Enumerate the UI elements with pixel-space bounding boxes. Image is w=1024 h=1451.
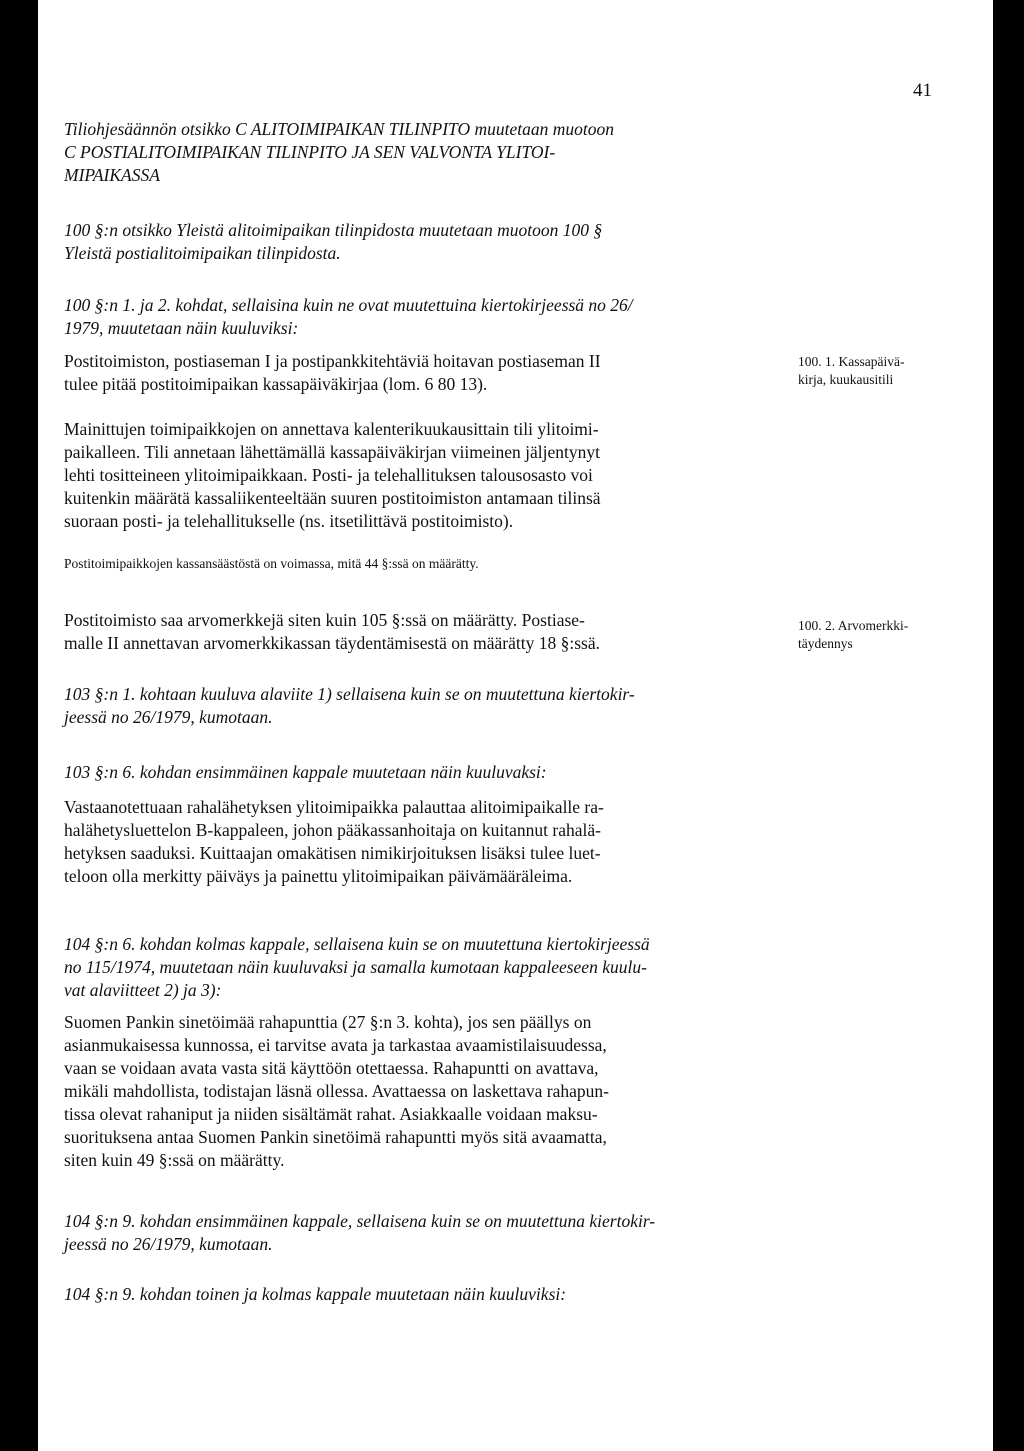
text-line: halähetysluettelon B-kappaleen, johon pääkassanhoitaja on kuitannut rahalä- <box>64 820 601 840</box>
section-104-9b-paragraph <box>64 1283 759 1306</box>
text-line: 100 §:n otsikko Yleistä alitoimipaikan tilinpidosta muutetaan muotoon 100 § <box>64 220 603 240</box>
text-line: 103 §:n 1. kohtaan kuuluva alaviite 1) sellaisena kuin se on muutettuna kiertokir- <box>64 684 635 704</box>
text-line: 100 §:n 1. ja 2. kohdat, sellaisina kuin ne ovat muutettuina kiertokirjeessä no 26/ <box>64 295 633 315</box>
section-104-9a-paragraph <box>64 1210 759 1256</box>
section-100-small-note <box>64 552 759 575</box>
text-line: Vastaanotettuaan rahalähetyksen ylitoimipaikka palauttaa alitoimipaikalle ra- <box>64 797 604 817</box>
section-103-1-paragraph <box>64 683 759 729</box>
text-line: Mainittujen toimipaikkojen on annettava kalenterikuukausittain tili ylitoimi- <box>64 419 599 439</box>
text-line: Suomen Pankin sinetöimää rahapunttia (27 §:n 3. kohta), jos sen päällys on <box>64 1012 592 1032</box>
text-line: no 115/1974, muutetaan näin kuuluvaksi ja samalla kumotaan kappaleeseen kuulu- <box>64 957 647 977</box>
section-104-6-text <box>64 1011 759 1172</box>
text-line: Postitoimisto saa arvomerkkejä siten kuin 105 §:ssä on määrätty. Postiase- <box>64 610 585 630</box>
text-line: suoraan posti- ja telehallitukselle (ns. itsetilittävä postitoimisto). <box>64 511 514 531</box>
text-line: suorituksena antaa Suomen Pankin sinetöimä rahapuntti myös sitä avaamatta, <box>64 1127 607 1147</box>
text-line: 104 §:n 9. kohdan toinen ja kolmas kappale muutetaan näin kuuluviksi: <box>64 1284 567 1304</box>
text-line: jeessä no 26/1979, kumotaan. <box>64 1234 273 1254</box>
section-100-point1-paragraph <box>64 350 759 396</box>
section-100-point1-continuation <box>64 418 759 533</box>
text-line: Postitoimipaikkojen kassansäästöstä on voimassa, mitä 44 §:ssä on määrätty. <box>64 556 479 571</box>
text-line: asianmukaisessa kunnossa, ei tarvitse avata ja tarkastaa avaamistilaisuudessa, <box>64 1035 607 1055</box>
text-line: 1979, muutetaan näin kuuluviksi: <box>64 318 299 338</box>
text-line: 104 §:n 9. kohdan ensimmäinen kappale, sellaisena kuin se on muutettuna kiertokir- <box>64 1211 656 1231</box>
section-103-6-heading <box>64 761 759 784</box>
text-line: paikalleen. Tili annetaan lähettämällä kassapäiväkirjan viimeinen jäljentynyt <box>64 442 601 462</box>
section-104-6-heading <box>64 933 759 1002</box>
document-page <box>38 0 993 1451</box>
text-line: siten kuin 49 §:ssä on määrätty. <box>64 1150 285 1170</box>
text-line: tissa olevat rahaniput ja niiden sisältämät rahat. Asiakkaalle voidaan maksu- <box>64 1104 598 1124</box>
text-line: vat alaviitteet 2) ja 3): <box>64 980 222 1000</box>
margin-note-100-2 <box>798 617 988 653</box>
margin-note-line: täydennys <box>798 636 853 651</box>
title-amendment-paragraph <box>64 118 759 187</box>
text-line: lehti tositteineen ylitoimipaikkaan. Posti- ja telehallituksen talousosasto voi <box>64 465 593 485</box>
text-line: tulee pitää postitoimipaikan kassapäiväkirjaa (lom. 6 80 13). <box>64 374 488 394</box>
margin-note-line: kirja, kuukausitili <box>798 372 894 387</box>
text-line: vaan se voidaan avata vasta sitä käyttöön otettaessa. Rahapuntti on avattava, <box>64 1058 599 1078</box>
text-line: Postitoimiston, postiaseman I ja postipankkitehtäviä hoitavan postiaseman II <box>64 351 601 371</box>
margin-note-line: 100. 1. Kassapäivä- <box>798 354 905 369</box>
text-line: Yleistä postialitoimipaikan tilinpidosta. <box>64 243 341 263</box>
section-100-heading-paragraph <box>64 219 759 265</box>
section-103-6-text <box>64 796 759 888</box>
text-line: malle II annettavan arvomerkkikassan täydentämisestä on määrätty 18 §:ssä. <box>64 633 600 653</box>
margin-note-line: 100. 2. Arvomerkki- <box>798 618 909 633</box>
text-line: Tiliohjesäännön otsikko C ALITOIMIPAIKAN TILINPITO muutetaan muotoon <box>64 119 614 139</box>
page-number: 41 <box>913 80 932 101</box>
text-line: MIPAIKASSA <box>64 165 160 185</box>
text-line: C POSTIALITOIMIPAIKAN TILINPITO JA SEN VALVONTA YLITOI- <box>64 142 556 162</box>
section-100-point2-paragraph <box>64 609 759 655</box>
text-line: hetyksen saaduksi. Kuittaajan omakätisen nimikirjoituksen lisäksi tulee luet- <box>64 843 601 863</box>
margin-note-100-1 <box>798 353 988 389</box>
text-line: jeessä no 26/1979, kumotaan. <box>64 707 273 727</box>
text-line: mikäli mahdollista, todistajan läsnä ollessa. Avattaessa on laskettava rahapun- <box>64 1081 609 1101</box>
section-100-points-paragraph <box>64 294 759 340</box>
text-line: 104 §:n 6. kohdan kolmas kappale, sellaisena kuin se on muutettuna kiertokirjeessä <box>64 934 650 954</box>
text-line: 103 §:n 6. kohdan ensimmäinen kappale muutetaan näin kuuluvaksi: <box>64 762 547 782</box>
text-line: kuitenkin määrätä kassaliikenteeltään suuren postitoimiston antamaan tilinsä <box>64 488 601 508</box>
text-line: teloon olla merkitty päiväys ja painettu ylitoimipaikan päivämääräleima. <box>64 866 573 886</box>
